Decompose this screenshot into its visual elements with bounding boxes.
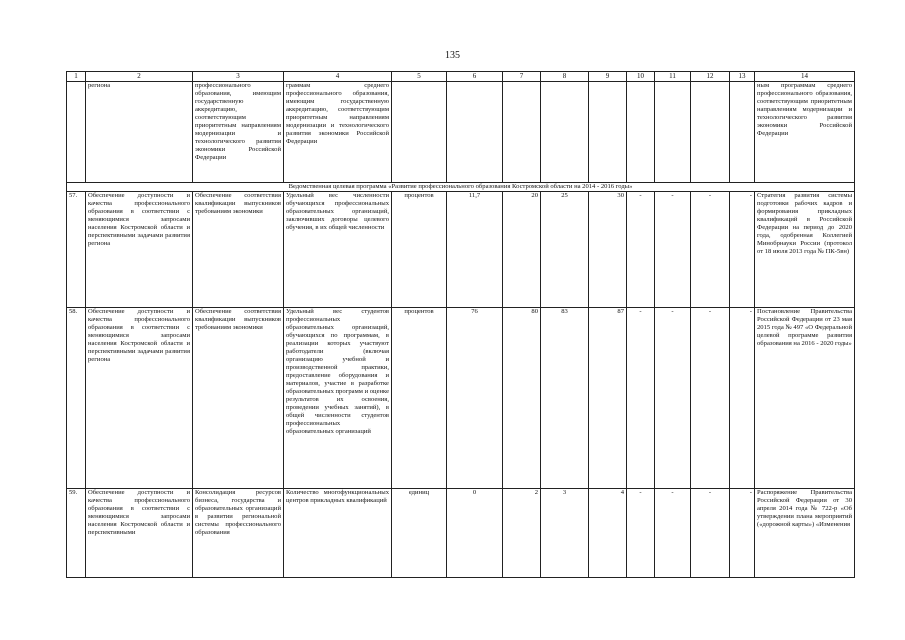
value-cell: - [730, 489, 755, 578]
column-number: 12 [691, 72, 730, 82]
value-cell: 0 [447, 489, 503, 578]
column-number: 8 [541, 72, 589, 82]
row-number-cell: 59. [67, 489, 86, 578]
column-number: 13 [730, 72, 755, 82]
goal-cell: Обеспечение доступности и качества профессионального образования в соответствии с меняющимися запросами населения Костромской области и перспективными задачами развития региона [86, 192, 193, 308]
value-cell: - [627, 192, 655, 308]
column-number: 1 [67, 72, 86, 82]
task-cell: Консолидация ресурсов бизнеса, государства и образовательных организаций в развитии региональной системы профессионального образования [193, 489, 284, 578]
table-row-continuation [67, 82, 855, 183]
unit-cell [392, 82, 447, 183]
value-cell: - [730, 308, 755, 489]
goal-cell: Обеспечение доступности и качества профессионального образования в соответствии с меняющимися запросами населения Костромской области и перспективными задачами развития региона [86, 308, 193, 489]
indicator-cell: Удельный вес численности обучающихся профессиональных образовательных организаций, заключивших договоры целевого обучения, в их общей численности [284, 192, 392, 308]
value-cell [589, 82, 627, 183]
column-number: 6 [447, 72, 503, 82]
value-cell: 11,7 [447, 192, 503, 308]
column-number: 3 [193, 72, 284, 82]
value-cell: 2 [503, 489, 541, 578]
goal-cell: региона [86, 82, 193, 183]
page-number: 135 [445, 50, 460, 61]
value-cell [730, 82, 755, 183]
value-cell: - [655, 489, 691, 578]
table-row [67, 489, 855, 578]
basis-cell: ным программам среднего профессионального образования, соответствующим приоритетным направлениям модернизации и технологического развития экономики Российской Федерации [755, 82, 855, 183]
column-number: 11 [655, 72, 691, 82]
value-cell: 3 [541, 489, 589, 578]
value-cell: - [627, 489, 655, 578]
value-cell: 30 [589, 192, 627, 308]
value-cell: 25 [541, 192, 589, 308]
value-cell [447, 82, 503, 183]
value-cell: - [691, 192, 730, 308]
value-cell [541, 82, 589, 183]
program-title-row [67, 183, 855, 192]
task-cell: Обеспечение соответствия квалификации выпускников требованиям экономики [193, 192, 284, 308]
basis-cell: Распоряжение Правительства Российской Федерации от 30 апреля 2014 года № 722-р «Об утверждении плана мероприятий («дорожной карты») «Изменения [755, 489, 855, 578]
row-number-cell: 58. [67, 308, 86, 489]
column-number: 4 [284, 72, 392, 82]
column-number: 7 [503, 72, 541, 82]
column-number: 2 [86, 72, 193, 82]
task-cell: профессионального образования, имеющим государственную аккредитацию, соответствующим приоритетным направлениям модернизации и технологического развития экономики Российской Федерации [193, 82, 284, 183]
column-number-header [67, 72, 855, 82]
value-cell: 83 [541, 308, 589, 489]
value-cell: - [691, 308, 730, 489]
value-cell: 20 [503, 192, 541, 308]
value-cell: - [655, 308, 691, 489]
value-cell [655, 82, 691, 183]
unit-cell: процентов [392, 192, 447, 308]
indicators-table [66, 71, 855, 578]
value-cell: 4 [589, 489, 627, 578]
value-cell: - [691, 489, 730, 578]
task-cell: Обеспечение соответствия квалификации выпускников требованиям экономики [193, 308, 284, 489]
row-number-cell: 57. [67, 192, 86, 308]
column-number: 10 [627, 72, 655, 82]
column-number: 9 [589, 72, 627, 82]
indicator-cell: Количество многофункциональных центров прикладных квалификаций [284, 489, 392, 578]
row-number-cell [67, 82, 86, 183]
indicator-cell: граммам среднего профессионального образования, имеющим государственную аккредитацию, соответствующим приоритетным направлениям модернизации и технологического развития экономики Российской Федерации [284, 82, 392, 183]
value-cell: 76 [447, 308, 503, 489]
column-number: 14 [755, 72, 855, 82]
program-title: Ведомственная целевая программа «Развитие профессионального образования Костромской области на 2014 - 2016 годы» [67, 183, 855, 192]
value-cell [691, 82, 730, 183]
goal-cell: Обеспечение доступности и качества профессионального образования в соответствии с меняющимися запросами населения Костромской области и перспективными [86, 489, 193, 578]
unit-cell: процентов [392, 308, 447, 489]
value-cell: - [730, 192, 755, 308]
basis-cell: Стратегия развития системы подготовки рабочих кадров и формирования прикладных квалификаций в Российской Федерации на период до 2020 года, одобренная Коллегией Минобрнауки России (протокол от 18 июля 2013 года № ПК-5вн) [755, 192, 855, 308]
indicator-cell: Удельный вес студентов профессиональных образовательных организаций, обучающихся по программам, в реализации которых участвуют работодатели (включая организацию учебной и производственной практики, предоставление оборудования и материалов, участие в разработке образовательных программ и оценке результатов их освоения, проведении учебных занятий), в общей численности студентов профессиональных образовательных организаций [284, 308, 392, 489]
basis-cell: Постановление Правительства Российской Федерации от 23 мая 2015 года № 497 «О Федеральной целевой программе развития образования на 2016 - 2020 годы» [755, 308, 855, 489]
column-number: 5 [392, 72, 447, 82]
value-cell: 87 [589, 308, 627, 489]
value-cell [503, 82, 541, 183]
value-cell: 80 [503, 308, 541, 489]
unit-cell: единиц [392, 489, 447, 578]
table-row [67, 308, 855, 489]
value-cell [627, 82, 655, 183]
value-cell: - [655, 192, 691, 308]
table-row [67, 192, 855, 308]
value-cell: - [627, 308, 655, 489]
